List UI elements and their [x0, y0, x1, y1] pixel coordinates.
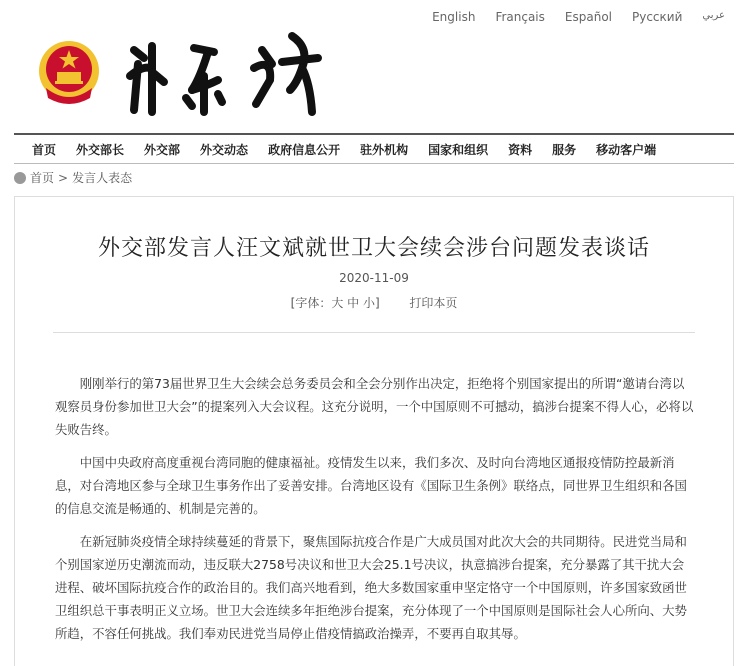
divider [53, 332, 695, 333]
breadcrumb-separator: > [58, 170, 69, 185]
breadcrumb-home[interactable]: 首页 [30, 171, 55, 185]
nav-government-info[interactable]: 政府信息公开 [268, 142, 341, 157]
home-icon [14, 172, 26, 184]
paragraph-1: 刚刚举行的第73届世界卫生大会续会总务委员会和全会分别作出决定，拒绝将个别国家提出的所谓“邀请台湾以观察员身份参加世卫大会”的提案列入大会议程。这充分说明，一个中国原则不可撼动，搞涉台提案不得人心，必将以失败告终。 [55, 376, 694, 437]
print-button[interactable]: 打印本页 [409, 296, 458, 310]
article-panel [14, 196, 734, 666]
national-emblem-logo [34, 38, 104, 106]
main-nav [14, 133, 734, 164]
lang-french[interactable]: Français [495, 10, 545, 24]
font-size-control[interactable]: [字体：大 中 小] [290, 296, 380, 310]
article-date: 2020-11-09 [339, 271, 409, 285]
lang-arabic[interactable]: عربي [702, 10, 725, 21]
article-title: 外交部发言人汪文斌就世卫大会续会涉台问题发表谈话 [97, 236, 650, 261]
nav-minister[interactable]: 外交部长 [76, 142, 125, 157]
paragraph-3: 在新冠肺炎疫情全球持续蔓延的背景下，聚焦国际抗疫合作是广大成员国对此次大会的共同期待。民进党当局和个别国家逆历史潮流而动，违反联大2758号决议和世卫大会25.1号决议，执意搞涉台提案，充分暴露了其干扰大会进程、破坏国际抗疫合作的政治目的。我们高兴地看到，绝大多数国家重申坚定恪守一个中国原则，许多国家致函世卫组织总干事表明正义立场。世卫大会连续多年拒绝涉台提案，充分体现了一个中国原则是国际社会人心所向、大势所趋，不容任何挑战。我们奉劝民进党当局停止借疫情搞政治操弄，不要再自取其辱。 [55, 534, 687, 641]
nav-ministry[interactable]: 外交部 [144, 142, 181, 157]
nav-missions-abroad[interactable]: 驻外机构 [360, 142, 409, 157]
article-tools [15, 294, 733, 311]
nav-mobile-client[interactable]: 移动客户端 [596, 142, 657, 157]
nav-resources[interactable]: 资料 [508, 142, 533, 157]
ministry-calligraphy-logo [122, 28, 327, 118]
lang-spanish[interactable]: Español [564, 10, 612, 24]
breadcrumb-current[interactable]: 发言人表态 [72, 171, 133, 185]
paragraph-2: 中国中央政府高度重视台湾同胞的健康福祉。疫情发生以来，我们多次、及时向台湾地区通报疫情防控最新消息，对台湾地区参与全球卫生事务作出了妥善安排。台湾地区设有《国际卫生条例》联络点，同世界卫生组织和各国的信息交流是畅通的、机制是完善的。 [55, 455, 687, 516]
nav-home[interactable]: 首页 [32, 142, 57, 157]
language-bar [432, 10, 725, 24]
nav-services[interactable]: 服务 [552, 142, 577, 157]
breadcrumb [14, 169, 132, 186]
lang-russian[interactable]: Русский [632, 10, 683, 24]
article-body [55, 372, 695, 655]
nav-countries-orgs[interactable]: 国家和组织 [428, 142, 489, 157]
lang-english[interactable]: English [432, 10, 476, 24]
nav-diplomatic-news[interactable]: 外交动态 [200, 142, 249, 157]
